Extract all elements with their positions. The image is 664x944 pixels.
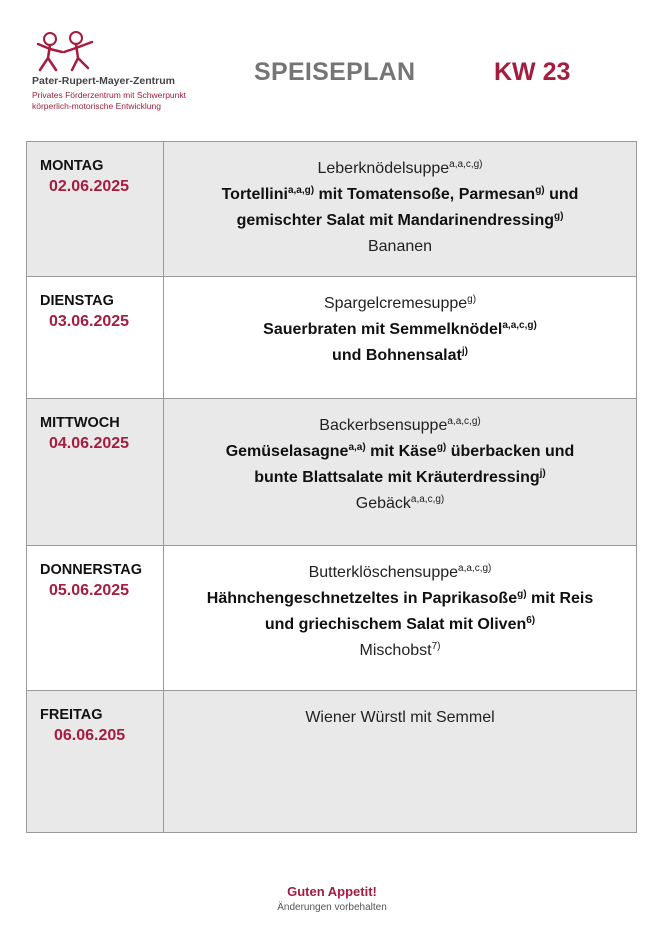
org-subtitle-line-2: körperlich-motorische Entwicklung	[32, 101, 161, 111]
greeting: Guten Appetit!	[287, 884, 377, 899]
dishes-cell	[164, 277, 637, 399]
day-cell	[27, 142, 164, 277]
main-dish-line-2: und griechischem Salat mit Oliven$^{6)}$	[264, 615, 536, 633]
page-footer	[0, 884, 664, 913]
day-date: 03.06.2025	[49, 313, 130, 330]
day-row-friday	[27, 691, 637, 833]
page-header	[0, 0, 664, 130]
side-dish: Gebäck$^{a,a,c,g)}$	[355, 494, 445, 512]
day-row-monday	[27, 142, 637, 277]
main-dish-line-2: bunte Blattsalate mit Kräuterdressing$^{j)}$	[254, 468, 546, 486]
side-dish: Bananen	[367, 238, 433, 255]
soup: Leberknödelsuppe$^{a,a,c,g)}$	[317, 159, 483, 177]
day-row-thursday	[27, 546, 637, 691]
children-logo-icon	[34, 30, 98, 74]
dishes-cell	[164, 399, 637, 546]
day-name: DONNERSTAG	[40, 562, 143, 578]
side-dish: Mischobst$^{7)}$	[359, 641, 441, 659]
main-dish: Wiener Würstl mit Semmel	[305, 709, 495, 726]
day-cell	[27, 546, 164, 691]
soup: Spargelcremesuppe$^{g)}$	[323, 294, 477, 312]
org-name: Pater-Rupert-Mayer-Zentrum	[32, 75, 175, 87]
dishes-cell	[164, 546, 637, 691]
day-cell	[27, 277, 164, 399]
org-subtitle	[32, 90, 186, 112]
day-date: 04.06.2025	[49, 435, 130, 452]
day-name: MITTWOCH	[40, 415, 120, 431]
day-cell	[27, 691, 164, 833]
day-date: 05.06.2025	[49, 582, 130, 599]
change-note: Änderungen vorbehalten	[277, 902, 387, 913]
dishes-cell	[164, 142, 637, 277]
main-dish-line-1: Gemüselasagne$^{a,a)}$ mit Käse$^{g)}$ überbacken und	[225, 442, 575, 460]
day-name: FREITAG	[40, 707, 103, 723]
day-name: DIENSTAG	[40, 293, 114, 309]
main-dish-line-1: Sauerbraten mit Semmelknödel$^{a,a,c,g)}$	[263, 320, 537, 338]
day-cell	[27, 399, 164, 546]
day-row-wednesday	[27, 399, 637, 546]
day-date: 06.06.205	[54, 727, 126, 744]
main-dish-line-1: Tortellini$^{a,a,g)}$ mit Tomatensoße, Parmesan$^{g)}$ und	[221, 185, 579, 203]
main-dish-line-2: und Bohnensalat$^{j)}$	[332, 346, 468, 364]
dishes-cell	[164, 691, 637, 833]
main-dish-line-1: Hähnchengeschnetzeltes in Paprikasoße$^{g)}$ mit Reis	[206, 589, 594, 607]
day-row-tuesday	[27, 277, 637, 399]
org-logo	[28, 30, 228, 120]
org-subtitle-line-1: Privates Förderzentrum mit Schwerpunkt	[32, 90, 186, 100]
day-date: 02.06.2025	[49, 178, 130, 195]
main-dish-line-2: gemischter Salat mit Mandarinendressing$^{g)}$	[236, 211, 564, 229]
calendar-week: KW 23	[494, 58, 571, 86]
day-name: MONTAG	[40, 158, 104, 174]
soup: Butterklöschensuppe$^{a,a,c,g)}$	[308, 563, 492, 581]
menu-table	[26, 141, 637, 833]
page-title: SPEISEPLAN	[254, 58, 416, 86]
soup: Backerbsensuppe$^{a,a,c,g)}$	[319, 416, 481, 434]
